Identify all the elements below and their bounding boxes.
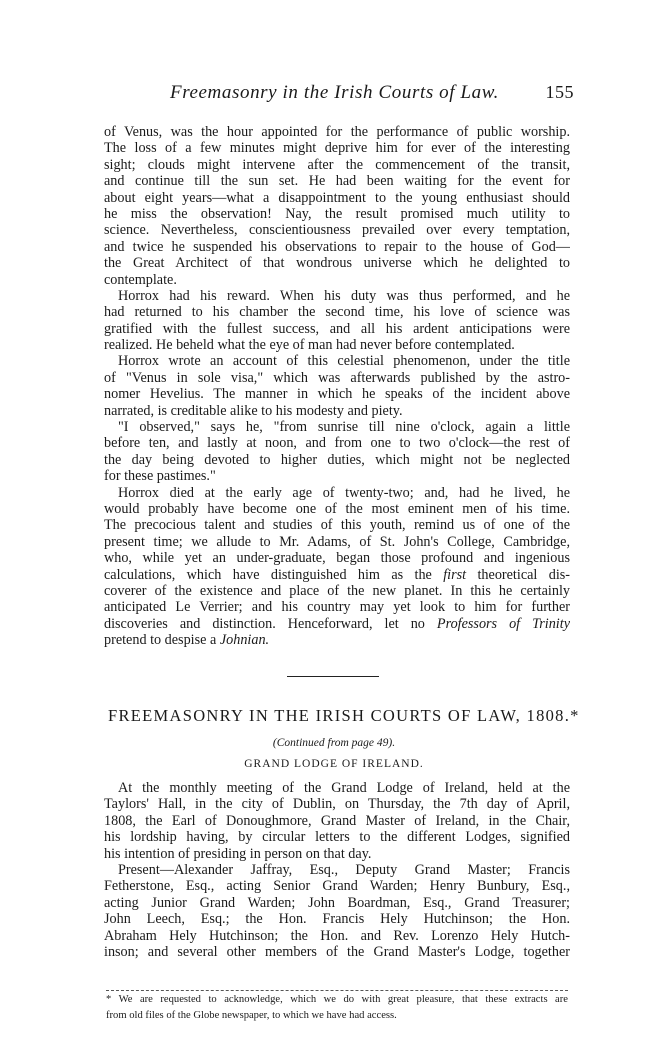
- italic-emphasis: Johnian.: [219, 632, 270, 649]
- text-line: sight; clouds might intervene after the commencement of the transit,: [104, 156, 570, 173]
- text-line: Fetherstone, Esq., acting Senior Grand Warden; Henry Bunbury, Esq.,: [104, 878, 570, 895]
- text-line: Horrox had his reward. When his duty was thus performed, and he: [118, 287, 570, 304]
- text-line: about eight years—what a disappointment to the young enthusiast should: [104, 189, 570, 206]
- text-line: before ten, and lastly at noon, and from one to two o'clock—the rest of: [104, 435, 570, 452]
- text-line: the Great Architect of that wondrous universe which he delighted to: [104, 255, 570, 272]
- text-line: "I observed," says he, "from sunrise till nine o'clock, again a little: [118, 419, 570, 436]
- text-line: At the monthly meeting of the Grand Lodge of Ireland, held at the: [118, 780, 570, 796]
- text-line: narrated, is creditable alike to his modesty and piety.: [104, 402, 403, 419]
- footnote-line: * We are requested to acknowledge, which we do with great pleasure, that these extracts are: [106, 994, 568, 1005]
- footnote-divider: [106, 990, 568, 991]
- text-line: Abraham Hely Hutchinson; the Hon. and Rev. Lorenzo Hely Hutch-: [104, 927, 570, 944]
- section-divider: [287, 676, 379, 677]
- italic-emphasis: Professors of Trinity: [436, 615, 570, 632]
- text-run: theoretical dis-: [477, 566, 570, 583]
- text-line: gratified with the fullest success, and all his ardent anticipations were: [104, 320, 570, 337]
- text-line: present time; we allude to Mr. Adams, of St. John's College, Cambridge,: [104, 533, 570, 550]
- text-line: The precocious talent and studies of this youth, remind us of one of the: [104, 517, 570, 534]
- text-line: realized. He beheld what the eye of man had never before contemplated.: [104, 337, 515, 354]
- text-line: nomer Hevelius. The manner in which he speaks of the incident above: [104, 386, 570, 403]
- text-run: discoveries and distinction. Henceforward, let no: [104, 615, 425, 632]
- italic-emphasis: first: [443, 566, 467, 583]
- article-continuation: [104, 124, 570, 649]
- text-run: calculations, which have distinguished him as the: [104, 566, 432, 583]
- subheading: GRAND LODGE OF IRELAND.: [244, 758, 424, 770]
- text-line: inson; and several other members of the Grand Master's Lodge, together: [104, 943, 570, 960]
- running-head: [104, 82, 574, 108]
- text-line: his lordship having, by circular letters to the different Lodges, signified: [104, 829, 570, 846]
- text-line: Horrox died at the early age of twenty-two; and, had he lived, he: [118, 484, 570, 501]
- text-line: Present—Alexander Jaffray, Esq., Deputy Grand Master; Francis: [118, 861, 570, 878]
- continued-note: (Continued from page 49).: [272, 737, 396, 749]
- text-line: contemplate.: [104, 271, 177, 288]
- text-line: had returned to his chamber the second time, his love of science was: [104, 304, 570, 321]
- text-line: and continue till the sun set. He had been waiting for the event for: [104, 173, 570, 190]
- text-line: and twice he suspended his observations to repair to the house of God—: [104, 238, 570, 255]
- text-line: anticipated Le Verrier; and his country may yet look to him for further: [104, 599, 570, 616]
- text-line: who, while yet an under-graduate, began those profound and ingenious: [104, 550, 570, 567]
- text-line: science. Nevertheless, conscientiousness prevailed over every temptation,: [104, 222, 570, 239]
- text-run: pretend to despise a: [104, 632, 217, 649]
- text-line: the day being devoted to higher duties, which might not be neglected: [104, 451, 570, 468]
- page-number: 155: [545, 82, 574, 102]
- footnote: [106, 994, 568, 1027]
- text-line: John Leech, Esq.; the Hon. Francis Hely Hutchinson; the Hon.: [104, 911, 570, 928]
- text-line: The loss of a few minutes might deprive him for ever of the interesting: [104, 140, 570, 157]
- running-title: Freemasonry in the Irish Courts of Law.: [170, 82, 499, 103]
- footnote-line: from old files of the Globe newspaper, to which we have had access.: [106, 1010, 397, 1022]
- text-line-mixed: [104, 632, 570, 648]
- text-line: Horrox wrote an account of this celestial phenomenon, under the title: [118, 353, 570, 370]
- text-line-mixed: [104, 616, 570, 632]
- article-body: [104, 780, 570, 960]
- text-line: would probably have become one of the most eminent men of his time.: [104, 500, 570, 517]
- text-line-mixed: [104, 567, 570, 583]
- text-line: of Venus, was the hour appointed for the performance of public worship.: [104, 124, 570, 140]
- text-line: Taylors' Hall, in the city of Dublin, on Thursday, the 7th day of April,: [104, 796, 570, 813]
- text-line: coverer of the existence and place of the new planet. In this he certainly: [104, 582, 570, 599]
- text-line: his intention of presiding in person on that day.: [104, 845, 372, 862]
- section-heading: FREEMASONRY IN THE IRISH COURTS OF LAW, 1808.*: [108, 706, 580, 725]
- text-line: of "Venus in sole visa," which was afterwards published by the astro-: [104, 369, 570, 386]
- text-line: acting Junior Grand Warden; John Boardman, Esq., Grand Treasurer;: [104, 894, 570, 911]
- text-line: for these pastimes.": [104, 468, 216, 485]
- text-line: he miss the observation! Nay, the result promised much utility to: [104, 205, 570, 222]
- text-line: 1808, the Earl of Donoughmore, Grand Master of Ireland, in the Chair,: [104, 812, 570, 829]
